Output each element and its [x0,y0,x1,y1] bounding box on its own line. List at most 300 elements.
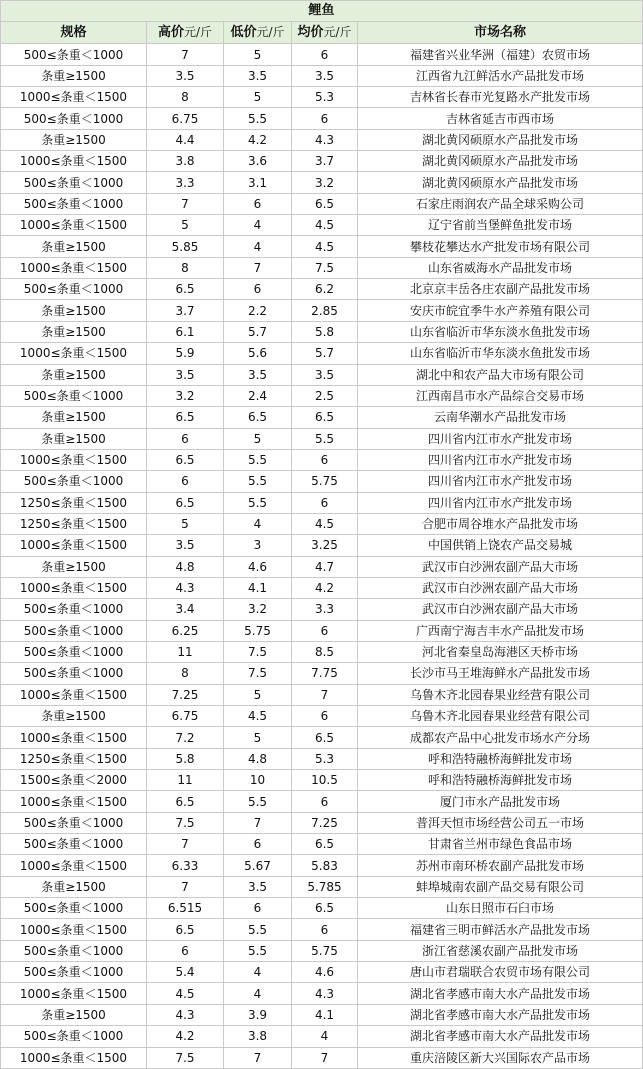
header-row [1,22,643,44]
cell-avg-price: 5.75 [292,471,358,492]
cell-market-name: 湖北黄冈硕原水产品批发市场 [358,151,643,172]
table-row [1,129,643,150]
cell-market-name: 山东省威海水产品批发市场 [358,257,643,278]
cell-high-price: 3.3 [147,172,224,193]
cell-spec: 条重≥1500 [1,876,147,897]
cell-market-name: 苏州市南环桥农副产品批发市场 [358,855,643,876]
cell-high-price: 3.5 [147,364,224,385]
cell-high-price: 6.5 [147,791,224,812]
cell-avg-price: 4.5 [292,215,358,236]
table-row [1,663,643,684]
cell-high-price: 6 [147,428,224,449]
table-row [1,791,643,812]
table-row [1,108,643,129]
cell-low-price: 4 [224,962,292,983]
cell-market-name: 蚌埠城南农副产品交易有限公司 [358,876,643,897]
table-row [1,236,643,257]
cell-avg-price: 5.5 [292,428,358,449]
cell-high-price: 3.5 [147,535,224,556]
table-row [1,471,643,492]
cell-low-price: 7.5 [224,663,292,684]
cell-spec: 1000≤条重＜1500 [1,1047,147,1068]
table-row [1,876,643,897]
cell-market-name: 湖北省孝感市南大水产品批发市场 [358,983,643,1004]
cell-avg-price: 6 [292,919,358,940]
cell-spec: 条重≥1500 [1,321,147,342]
cell-spec: 条重≥1500 [1,1004,147,1025]
cell-high-price: 6 [147,940,224,961]
table-row [1,44,643,65]
cell-high-price: 7.2 [147,727,224,748]
cell-avg-price: 5.3 [292,748,358,769]
cell-market-name: 吉林省长春市光复路水产批发市场 [358,87,643,108]
cell-market-name: 石家庄雨润农产品全球采购公司 [358,193,643,214]
cell-spec: 条重≥1500 [1,65,147,86]
cell-spec: 1250≤条重＜1500 [1,492,147,513]
cell-spec: 条重≥1500 [1,129,147,150]
cell-low-price: 4.8 [224,748,292,769]
table-row [1,962,643,983]
header-market: 市场名称 [358,22,643,44]
table-row [1,684,643,705]
cell-market-name: 江西省九江鲜活水产品批发市场 [358,65,643,86]
table-row [1,940,643,961]
header-low-label: 低价 [230,25,257,41]
cell-market-name: 攀枝花攀达水产批发市场有限公司 [358,236,643,257]
cell-low-price: 5.5 [224,492,292,513]
cell-spec: 500≤条重＜1000 [1,172,147,193]
cell-low-price: 4.1 [224,577,292,598]
cell-low-price: 5.5 [224,791,292,812]
cell-avg-price: 7 [292,684,358,705]
table-row [1,407,643,428]
cell-low-price: 4 [224,983,292,1004]
cell-avg-price: 5.83 [292,855,358,876]
cell-spec: 500≤条重＜1000 [1,898,147,919]
table-row [1,321,643,342]
cell-market-name: 武汉市白沙洲农副产品大市场 [358,556,643,577]
table-row [1,770,643,791]
cell-low-price: 4.5 [224,706,292,727]
cell-spec: 500≤条重＜1000 [1,663,147,684]
cell-high-price: 6.5 [147,492,224,513]
cell-low-price: 4 [224,236,292,257]
cell-low-price: 5.5 [224,471,292,492]
cell-avg-price: 6.5 [292,727,358,748]
cell-low-price: 3.1 [224,172,292,193]
cell-low-price: 2.2 [224,300,292,321]
cell-avg-price: 6.5 [292,898,358,919]
cell-market-name: 湖北省孝感市南大水产品批发市场 [358,1026,643,1047]
cell-avg-price: 4.3 [292,129,358,150]
cell-high-price: 6.33 [147,855,224,876]
table-row [1,151,643,172]
cell-high-price: 7 [147,876,224,897]
cell-avg-price: 6 [292,706,358,727]
cell-high-price: 7.25 [147,684,224,705]
cell-low-price: 7.5 [224,641,292,662]
cell-spec: 1000≤条重＜1500 [1,87,147,108]
cell-avg-price: 6.2 [292,279,358,300]
cell-low-price: 5.5 [224,919,292,940]
cell-low-price: 6 [224,279,292,300]
table-row [1,1047,643,1068]
cell-low-price: 6.5 [224,407,292,428]
cell-avg-price: 10.5 [292,770,358,791]
cell-market-name: 中国供销上饶农产品交易城 [358,535,643,556]
cell-high-price: 3.5 [147,65,224,86]
header-low [224,22,292,44]
cell-market-name: 吉林省延吉市西市场 [358,108,643,129]
cell-spec: 1000≤条重＜1500 [1,577,147,598]
cell-high-price: 6.25 [147,620,224,641]
cell-high-price: 7 [147,834,224,855]
cell-low-price: 7 [224,812,292,833]
cell-low-price: 5.5 [224,940,292,961]
cell-high-price: 3.4 [147,599,224,620]
cell-market-name: 广西南宁海吉丰水产品批发市场 [358,620,643,641]
cell-market-name: 山东日照市石臼市场 [358,898,643,919]
cell-spec: 1000≤条重＜1500 [1,727,147,748]
cell-market-name: 四川省内江市水产批发市场 [358,428,643,449]
cell-market-name: 湖北省孝感市南大水产品批发市场 [358,1004,643,1025]
cell-spec: 条重≥1500 [1,706,147,727]
table-row [1,449,643,470]
cell-market-name: 浙江省慈溪农副产品批发市场 [358,940,643,961]
cell-avg-price: 7.75 [292,663,358,684]
cell-low-price: 4 [224,215,292,236]
cell-low-price: 5 [224,428,292,449]
table-title: 鲤鱼 [1,1,643,22]
cell-high-price: 3.8 [147,151,224,172]
cell-avg-price: 5.3 [292,87,358,108]
cell-avg-price: 2.85 [292,300,358,321]
cell-spec: 500≤条重＜1000 [1,641,147,662]
cell-high-price: 6 [147,471,224,492]
cell-low-price: 3 [224,535,292,556]
cell-spec: 500≤条重＜1000 [1,1026,147,1047]
cell-market-name: 福建省兴业华洲（福建）农贸市场 [358,44,643,65]
cell-spec: 条重≥1500 [1,407,147,428]
cell-low-price: 3.5 [224,876,292,897]
cell-high-price: 6.1 [147,321,224,342]
cell-high-price: 6.5 [147,449,224,470]
cell-high-price: 4.2 [147,1026,224,1047]
cell-low-price: 4 [224,513,292,534]
cell-avg-price: 6 [292,620,358,641]
table-row [1,855,643,876]
cell-spec: 1250≤条重＜1500 [1,513,147,534]
cell-avg-price: 3.5 [292,65,358,86]
table-row [1,343,643,364]
cell-avg-price: 5.75 [292,940,358,961]
cell-market-name: 辽宁省前当堡鲜鱼批发市场 [358,215,643,236]
table-row [1,193,643,214]
cell-market-name: 四川省内江市水产批发市场 [358,492,643,513]
cell-low-price: 3.8 [224,1026,292,1047]
table-row [1,727,643,748]
table-row [1,812,643,833]
cell-high-price: 11 [147,641,224,662]
cell-market-name: 呼和浩特融桥海鲜批发市场 [358,748,643,769]
cell-market-name: 北京京丰岳各庄农副产品批发市场 [358,279,643,300]
cell-market-name: 呼和浩特融桥海鲜批发市场 [358,770,643,791]
cell-spec: 条重≥1500 [1,300,147,321]
cell-high-price: 4.3 [147,1004,224,1025]
cell-low-price: 7 [224,1047,292,1068]
cell-market-name: 湖北黄冈硕原水产品批发市场 [358,172,643,193]
cell-spec: 1000≤条重＜1500 [1,855,147,876]
cell-high-price: 8 [147,663,224,684]
cell-market-name: 普洱天恒市场经营公司五一市场 [358,812,643,833]
cell-low-price: 5.5 [224,108,292,129]
cell-avg-price: 3.5 [292,364,358,385]
cell-low-price: 5.75 [224,620,292,641]
cell-market-name: 武汉市白沙洲农副产品大市场 [358,599,643,620]
cell-spec: 1000≤条重＜1500 [1,343,147,364]
cell-low-price: 5 [224,44,292,65]
header-avg-label: 均价 [297,25,324,41]
table-row [1,983,643,1004]
cell-avg-price: 4.7 [292,556,358,577]
cell-market-name: 重庆涪陵区新大兴国际农产品市场 [358,1047,643,1068]
cell-avg-price: 7.25 [292,812,358,833]
cell-market-name: 武汉市白沙洲农副产品大市场 [358,577,643,598]
cell-market-name: 江西南昌市水产品综合交易市场 [358,385,643,406]
cell-avg-price: 6 [292,492,358,513]
cell-avg-price: 8.5 [292,641,358,662]
table-row [1,641,643,662]
cell-avg-price: 6 [292,449,358,470]
cell-high-price: 3.2 [147,385,224,406]
cell-low-price: 5.67 [224,855,292,876]
cell-avg-price: 3.25 [292,535,358,556]
header-high [147,22,224,44]
cell-spec: 500≤条重＜1000 [1,471,147,492]
table-row [1,834,643,855]
cell-low-price: 2.4 [224,385,292,406]
cell-high-price: 7 [147,193,224,214]
cell-spec: 1250≤条重＜1500 [1,748,147,769]
cell-high-price: 4.8 [147,556,224,577]
cell-avg-price: 5.785 [292,876,358,897]
cell-market-name: 山东省临沂市华东淡水鱼批发市场 [358,343,643,364]
cell-market-name: 成都农产品中心批发市场水产分场 [358,727,643,748]
cell-market-name: 四川省内江市水产批发市场 [358,471,643,492]
cell-market-name: 乌鲁木齐北园春果业经营有限公司 [358,684,643,705]
cell-spec: 500≤条重＜1000 [1,279,147,300]
table-row [1,87,643,108]
cell-avg-price: 4 [292,1026,358,1047]
cell-market-name: 唐山市君瑞联合农贸市场有限公司 [358,962,643,983]
cell-high-price: 6.5 [147,919,224,940]
cell-spec: 条重≥1500 [1,236,147,257]
cell-high-price: 6.75 [147,706,224,727]
table-row [1,300,643,321]
cell-high-price: 6.515 [147,898,224,919]
cell-high-price: 4.4 [147,129,224,150]
cell-avg-price: 5.8 [292,321,358,342]
table-row [1,257,643,278]
cell-high-price: 4.5 [147,983,224,1004]
cell-spec: 500≤条重＜1000 [1,385,147,406]
cell-market-name: 福建省三明市鲜活水产品批发市场 [358,919,643,940]
cell-spec: 500≤条重＜1000 [1,44,147,65]
table-row [1,428,643,449]
cell-high-price: 6.5 [147,279,224,300]
cell-spec: 1000≤条重＜1500 [1,215,147,236]
cell-high-price: 6.5 [147,407,224,428]
cell-spec: 条重≥1500 [1,556,147,577]
cell-low-price: 5 [224,87,292,108]
table-row [1,1004,643,1025]
cell-spec: 1000≤条重＜1500 [1,919,147,940]
cell-high-price: 8 [147,87,224,108]
cell-avg-price: 2.5 [292,385,358,406]
cell-low-price: 3.5 [224,65,292,86]
cell-market-name: 四川省内江市水产批发市场 [358,449,643,470]
table-row [1,919,643,940]
cell-high-price: 3.7 [147,300,224,321]
title-row [1,1,643,22]
cell-avg-price: 6 [292,108,358,129]
table-row [1,279,643,300]
cell-spec: 500≤条重＜1000 [1,108,147,129]
cell-low-price: 10 [224,770,292,791]
cell-high-price: 5.8 [147,748,224,769]
cell-high-price: 8 [147,257,224,278]
cell-spec: 1000≤条重＜1500 [1,257,147,278]
cell-high-price: 5.4 [147,962,224,983]
cell-market-name: 湖北中和农产品大市场有限公司 [358,364,643,385]
cell-spec: 500≤条重＜1000 [1,940,147,961]
cell-avg-price: 6.5 [292,193,358,214]
cell-avg-price: 6 [292,791,358,812]
cell-high-price: 11 [147,770,224,791]
cell-low-price: 7 [224,257,292,278]
cell-high-price: 7 [147,44,224,65]
cell-low-price: 4.2 [224,129,292,150]
table-row [1,748,643,769]
cell-market-name: 合肥市周谷堆水产品批发市场 [358,513,643,534]
cell-spec: 1000≤条重＜1500 [1,535,147,556]
cell-high-price: 7.5 [147,1047,224,1068]
cell-low-price: 5.7 [224,321,292,342]
cell-low-price: 6 [224,193,292,214]
cell-high-price: 4.3 [147,577,224,598]
cell-spec: 1000≤条重＜1500 [1,151,147,172]
cell-high-price: 5.9 [147,343,224,364]
cell-avg-price: 4.5 [292,236,358,257]
cell-market-name: 安庆市皖宜季牛水产养殖有限公司 [358,300,643,321]
cell-avg-price: 3.7 [292,151,358,172]
cell-market-name: 乌鲁木齐北园春果业经营有限公司 [358,706,643,727]
cell-spec: 500≤条重＜1000 [1,193,147,214]
cell-avg-price: 6 [292,44,358,65]
cell-low-price: 6 [224,834,292,855]
header-avg-unit: 元/斤 [323,25,352,40]
cell-spec: 条重≥1500 [1,364,147,385]
cell-market-name: 长沙市马王堆海鲜水产品批发市场 [358,663,643,684]
cell-low-price: 3.6 [224,151,292,172]
table-row [1,535,643,556]
table-row [1,706,643,727]
table-row [1,172,643,193]
cell-high-price: 5 [147,215,224,236]
cell-spec: 500≤条重＜1000 [1,620,147,641]
cell-spec: 1000≤条重＜1500 [1,449,147,470]
cell-avg-price: 5.7 [292,343,358,364]
header-spec: 规格 [1,22,147,44]
cell-market-name: 厦门市水产品批发市场 [358,791,643,812]
cell-low-price: 5.5 [224,449,292,470]
table-body [1,44,643,1069]
cell-high-price: 5 [147,513,224,534]
cell-market-name: 甘肃省兰州市绿色食品市场 [358,834,643,855]
table-row [1,65,643,86]
cell-avg-price: 7 [292,1047,358,1068]
cell-spec: 500≤条重＜1000 [1,834,147,855]
cell-spec: 条重≥1500 [1,428,147,449]
cell-avg-price: 3.2 [292,172,358,193]
cell-market-name: 湖北黄冈硕原水产品批发市场 [358,129,643,150]
cell-low-price: 4.6 [224,556,292,577]
cell-spec: 1500≤条重＜2000 [1,770,147,791]
cell-high-price: 7.5 [147,812,224,833]
table-row [1,215,643,236]
table-row [1,620,643,641]
cell-spec: 1000≤条重＜1500 [1,983,147,1004]
header-low-unit: 元/斤 [256,25,285,40]
cell-market-name: 河北省秦皇岛海港区天桥市场 [358,641,643,662]
cell-low-price: 3.9 [224,1004,292,1025]
cell-low-price: 6 [224,898,292,919]
header-high-label: 高价 [157,25,184,41]
table-row [1,556,643,577]
cell-avg-price: 7.5 [292,257,358,278]
cell-avg-price: 4.6 [292,962,358,983]
header-avg [292,22,358,44]
cell-low-price: 3.5 [224,364,292,385]
cell-high-price: 5.85 [147,236,224,257]
table-row [1,599,643,620]
cell-avg-price: 4.2 [292,577,358,598]
cell-spec: 500≤条重＜1000 [1,599,147,620]
cell-low-price: 5 [224,684,292,705]
cell-spec: 500≤条重＜1000 [1,812,147,833]
cell-spec: 1000≤条重＜1500 [1,791,147,812]
table-row [1,364,643,385]
cell-low-price: 5.6 [224,343,292,364]
cell-avg-price: 6.5 [292,407,358,428]
cell-avg-price: 6.5 [292,834,358,855]
table-row [1,577,643,598]
cell-avg-price: 4.5 [292,513,358,534]
table-row [1,898,643,919]
cell-avg-price: 4.1 [292,1004,358,1025]
cell-spec: 500≤条重＜1000 [1,962,147,983]
table-row [1,385,643,406]
cell-market-name: 云南华潮水产品批发市场 [358,407,643,428]
cell-avg-price: 4.3 [292,983,358,1004]
table-row [1,1026,643,1047]
cell-market-name: 山东省临沂市华东淡水鱼批发市场 [358,321,643,342]
table-row [1,492,643,513]
table-row [1,513,643,534]
cell-spec: 1000≤条重＜1500 [1,684,147,705]
cell-avg-price: 3.3 [292,599,358,620]
cell-low-price: 5 [224,727,292,748]
